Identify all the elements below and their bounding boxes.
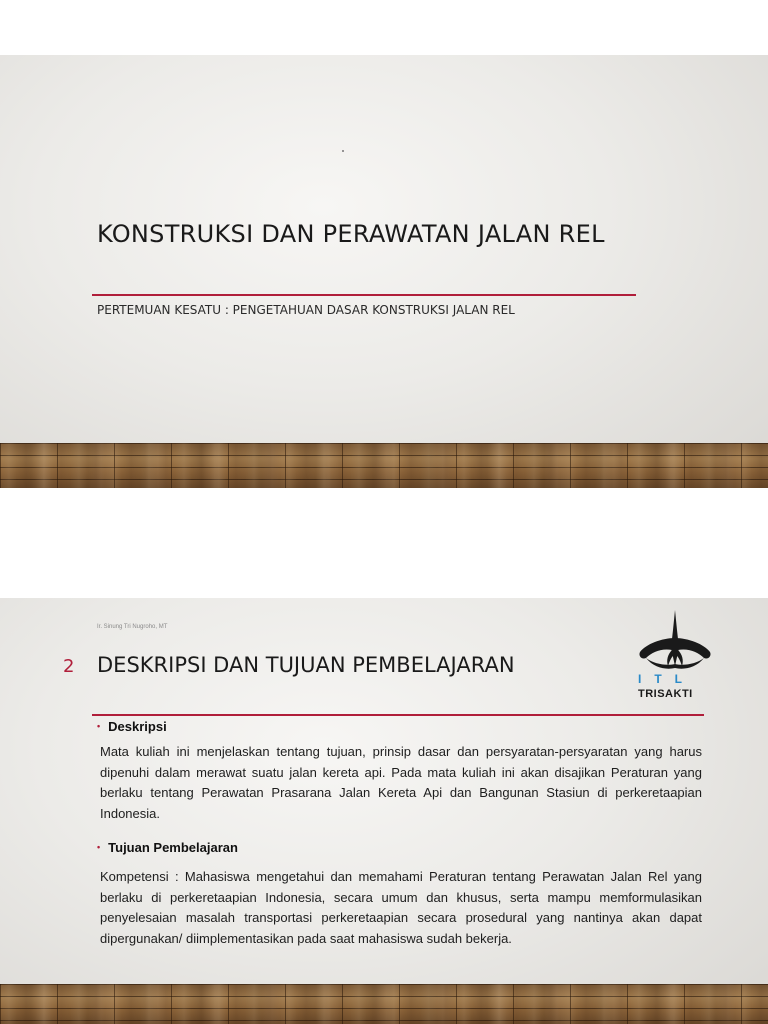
section-heading-tujuan <box>97 840 238 855</box>
title-divider <box>92 714 704 716</box>
slide-1-subtitle: PERTEMUAN KESATU : PENGETAHUAN DASAR KONSTRUKSI JALAN REL <box>97 303 515 317</box>
slide-2-title: DESKRIPSI DAN TUJUAN PEMBELAJARAN <box>97 653 515 677</box>
logo-letters: ITL <box>638 672 695 686</box>
wood-floor-shading <box>0 984 768 1024</box>
slide-number: 2 <box>63 656 75 677</box>
slide-1 <box>0 55 768 488</box>
author-name: Ir. Sinung Tri Nugroho, MT <box>97 624 168 630</box>
section-text-deskripsi: Mata kuliah ini menjelaskan tentang tujuan, prinsip dasar dan persyaratan-persyaratan yang harus dipenuhi dalam merawat suatu jalan kereta api. Pada mata kuliah ini akan disajikan Peraturan yang berlaku tentang Perawatan Prasarana Jalan Kereta Api dan Bangunan Stasiun di perkeretaapian Indonesia. <box>100 744 702 821</box>
section-heading-label: Tujuan Pembelajaran <box>108 840 238 855</box>
slide-1-title: KONSTRUKSI DAN PERAWATAN JALAN REL <box>97 220 605 248</box>
logo-name: TRISAKTI <box>638 688 693 700</box>
wood-floor-shading <box>0 443 768 488</box>
section-text-tujuan: Kompetensi : Mahasiswa mengetahui dan memahami Peraturan tentang Perawatan Jalan Rel yang berlaku di perkeretaapian Indonesia, secara umum dan khusus, serta mampu memformulasikan penyelesaian masalah transportasi perkeretaapian secara prosedural yang nantinya akan dapat dipergunakan/ diimplementasikan pada saat mahasiswa sudah bekerja. <box>100 869 702 946</box>
bullet-icon: • <box>97 842 101 852</box>
section-heading-label: Deskripsi <box>108 719 167 734</box>
slide-dot <box>342 150 344 152</box>
slide-2 <box>0 598 768 1024</box>
bullet-icon: • <box>97 721 101 731</box>
section-heading-deskripsi <box>97 719 167 734</box>
title-divider <box>92 294 636 296</box>
